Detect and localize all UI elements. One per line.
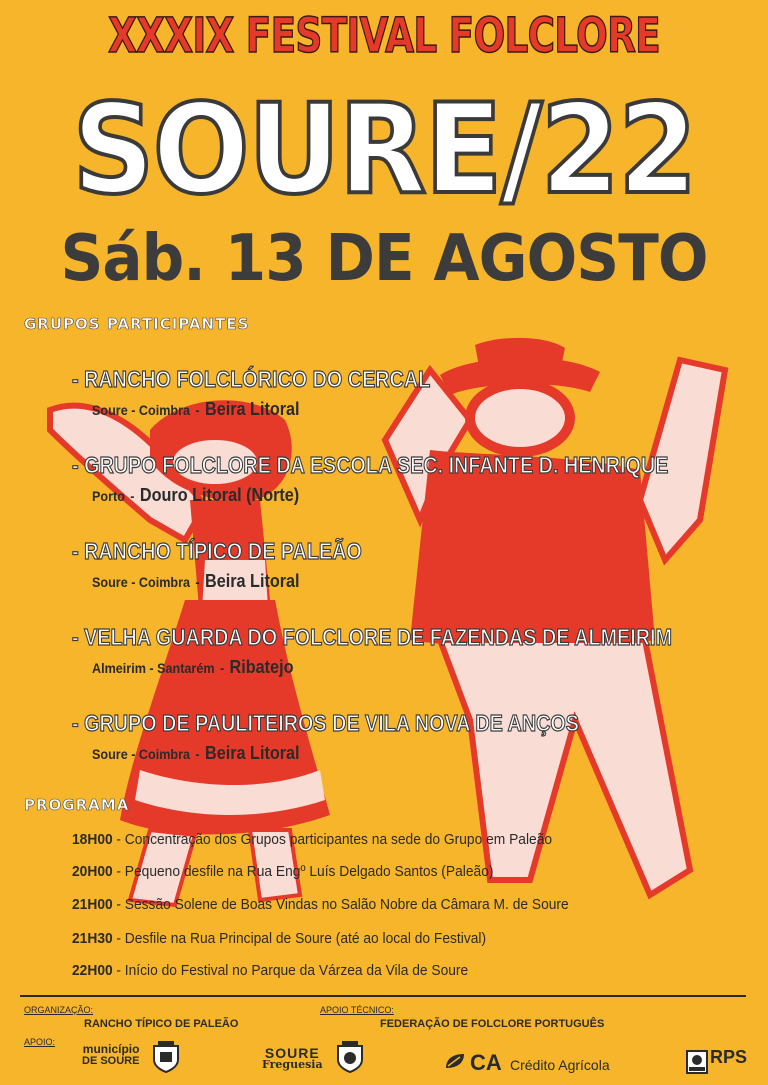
program-text: - Início do Festival no Parque da Várzea da Vila de Soure [116, 962, 469, 979]
festival-title: XXXIX FESTIVAL FOLCLORE [108, 8, 660, 64]
program-text: - Pequeno desfile na Rua Engº Luís Delgado Santos (Paleão) [116, 863, 494, 880]
group-location: Soure - Coimbra - Beira Litoral [92, 571, 300, 591]
program-text: - Desfile na Rua Principal de Soure (até ao local do Festival) [116, 930, 487, 947]
program-text: - Concentração dos Grupos participantes na sede do Grupo em Paleão [116, 831, 553, 848]
organization-label: ORGANIZAÇÃO: [24, 1005, 94, 1015]
male-dancer-torso [410, 450, 655, 648]
location-year-title: SOURE/22 [72, 78, 696, 222]
group-place: Soure - Coimbra [92, 402, 191, 418]
freguesia-line2: Freguesia [262, 1058, 323, 1071]
event-date: Sáb. 13 DE AGOSTO [60, 222, 708, 296]
group-location: Soure - Coimbra - Beira Litoral [92, 399, 300, 419]
program-heading: PROGRAMA [24, 796, 130, 814]
program-item [72, 962, 468, 979]
group-region: Beira Litoral [205, 399, 300, 419]
program-time: 22H00 [72, 962, 113, 979]
program-time: 21H30 [72, 930, 113, 947]
program-item [72, 863, 493, 880]
program-time: 21H00 [72, 896, 113, 913]
municipio-line1: município [82, 1042, 140, 1056]
group-place: Soure - Coimbra [92, 574, 191, 590]
technical-support-label: APOIO TÉCNICO: [320, 1005, 394, 1015]
group-name: - VELHA GUARDA DO FOLCLORE DE FAZENDAS DE ALMEIRIM [72, 624, 672, 650]
municipio-logo [82, 1043, 139, 1067]
freguesia-crest-icon [334, 1040, 366, 1074]
organization-name: RANCHO TÍPICO DE PALEÃO [84, 1018, 239, 1030]
program-item [72, 930, 486, 947]
municipio-crest-icon [150, 1040, 182, 1074]
freguesia-line1: SOURE [264, 1045, 320, 1061]
municipio-line2: DE SOURE [82, 1055, 140, 1067]
group-place: Porto [92, 488, 125, 504]
group-region: Ribatejo [229, 657, 294, 677]
group-location: Porto - Douro Litoral (Norte) [92, 485, 300, 505]
group-location: Soure - Coimbra - Beira Litoral [92, 743, 300, 763]
program-time: 20H00 [72, 863, 113, 880]
credito-agricola-leaf-icon [444, 1052, 466, 1070]
rps-logo: RPS [710, 1047, 748, 1067]
group-name: - RANCHO TÍPICO DE PALEÃO [72, 538, 362, 564]
program-time: 18H00 [72, 831, 113, 848]
rps-emblem-icon [686, 1050, 708, 1074]
group-location: Almeirim - Santarém - Ribatejo [92, 657, 294, 677]
group-name: - GRUPO DE PAULITEIROS DE VILA NOVA DE ANÇOS [72, 710, 579, 736]
group-region: Douro Litoral (Norte) [139, 485, 300, 505]
group-region: Beira Litoral [205, 571, 300, 591]
group-place: Soure - Coimbra [92, 746, 191, 762]
credito-agricola-mark: CA [470, 1050, 502, 1075]
program-item [72, 831, 552, 848]
footer-divider [20, 995, 746, 997]
support-label: APOIO: [24, 1037, 56, 1047]
male-dancer-hat-crown [475, 338, 565, 372]
group-place: Almeirim - Santarém [92, 660, 215, 676]
male-dancer-legs [440, 640, 690, 895]
male-dancer [385, 338, 725, 895]
male-dancer-face [470, 384, 570, 452]
program-item [72, 896, 569, 913]
group-region: Beira Litoral [205, 743, 300, 763]
credito-agricola-name: Crédito Agrícola [510, 1057, 610, 1073]
technical-support-name: FEDERAÇÃO DE FOLCLORE PORTUGUÊS [380, 1018, 605, 1030]
program-text: - Sessão Solene de Boas Vindas no Salão Nobre da Câmara M. de Soure [116, 896, 569, 913]
group-name: - RANCHO FOLCLÓRICO DO CERCAL [72, 366, 431, 392]
freguesia-logo [262, 1047, 323, 1071]
group-name: - GRUPO FOLCLORE DA ESCOLA SEC. INFANTE D. HENRIQUE [72, 452, 669, 478]
groups-heading: GRUPOS PARTICIPANTES [24, 315, 250, 333]
